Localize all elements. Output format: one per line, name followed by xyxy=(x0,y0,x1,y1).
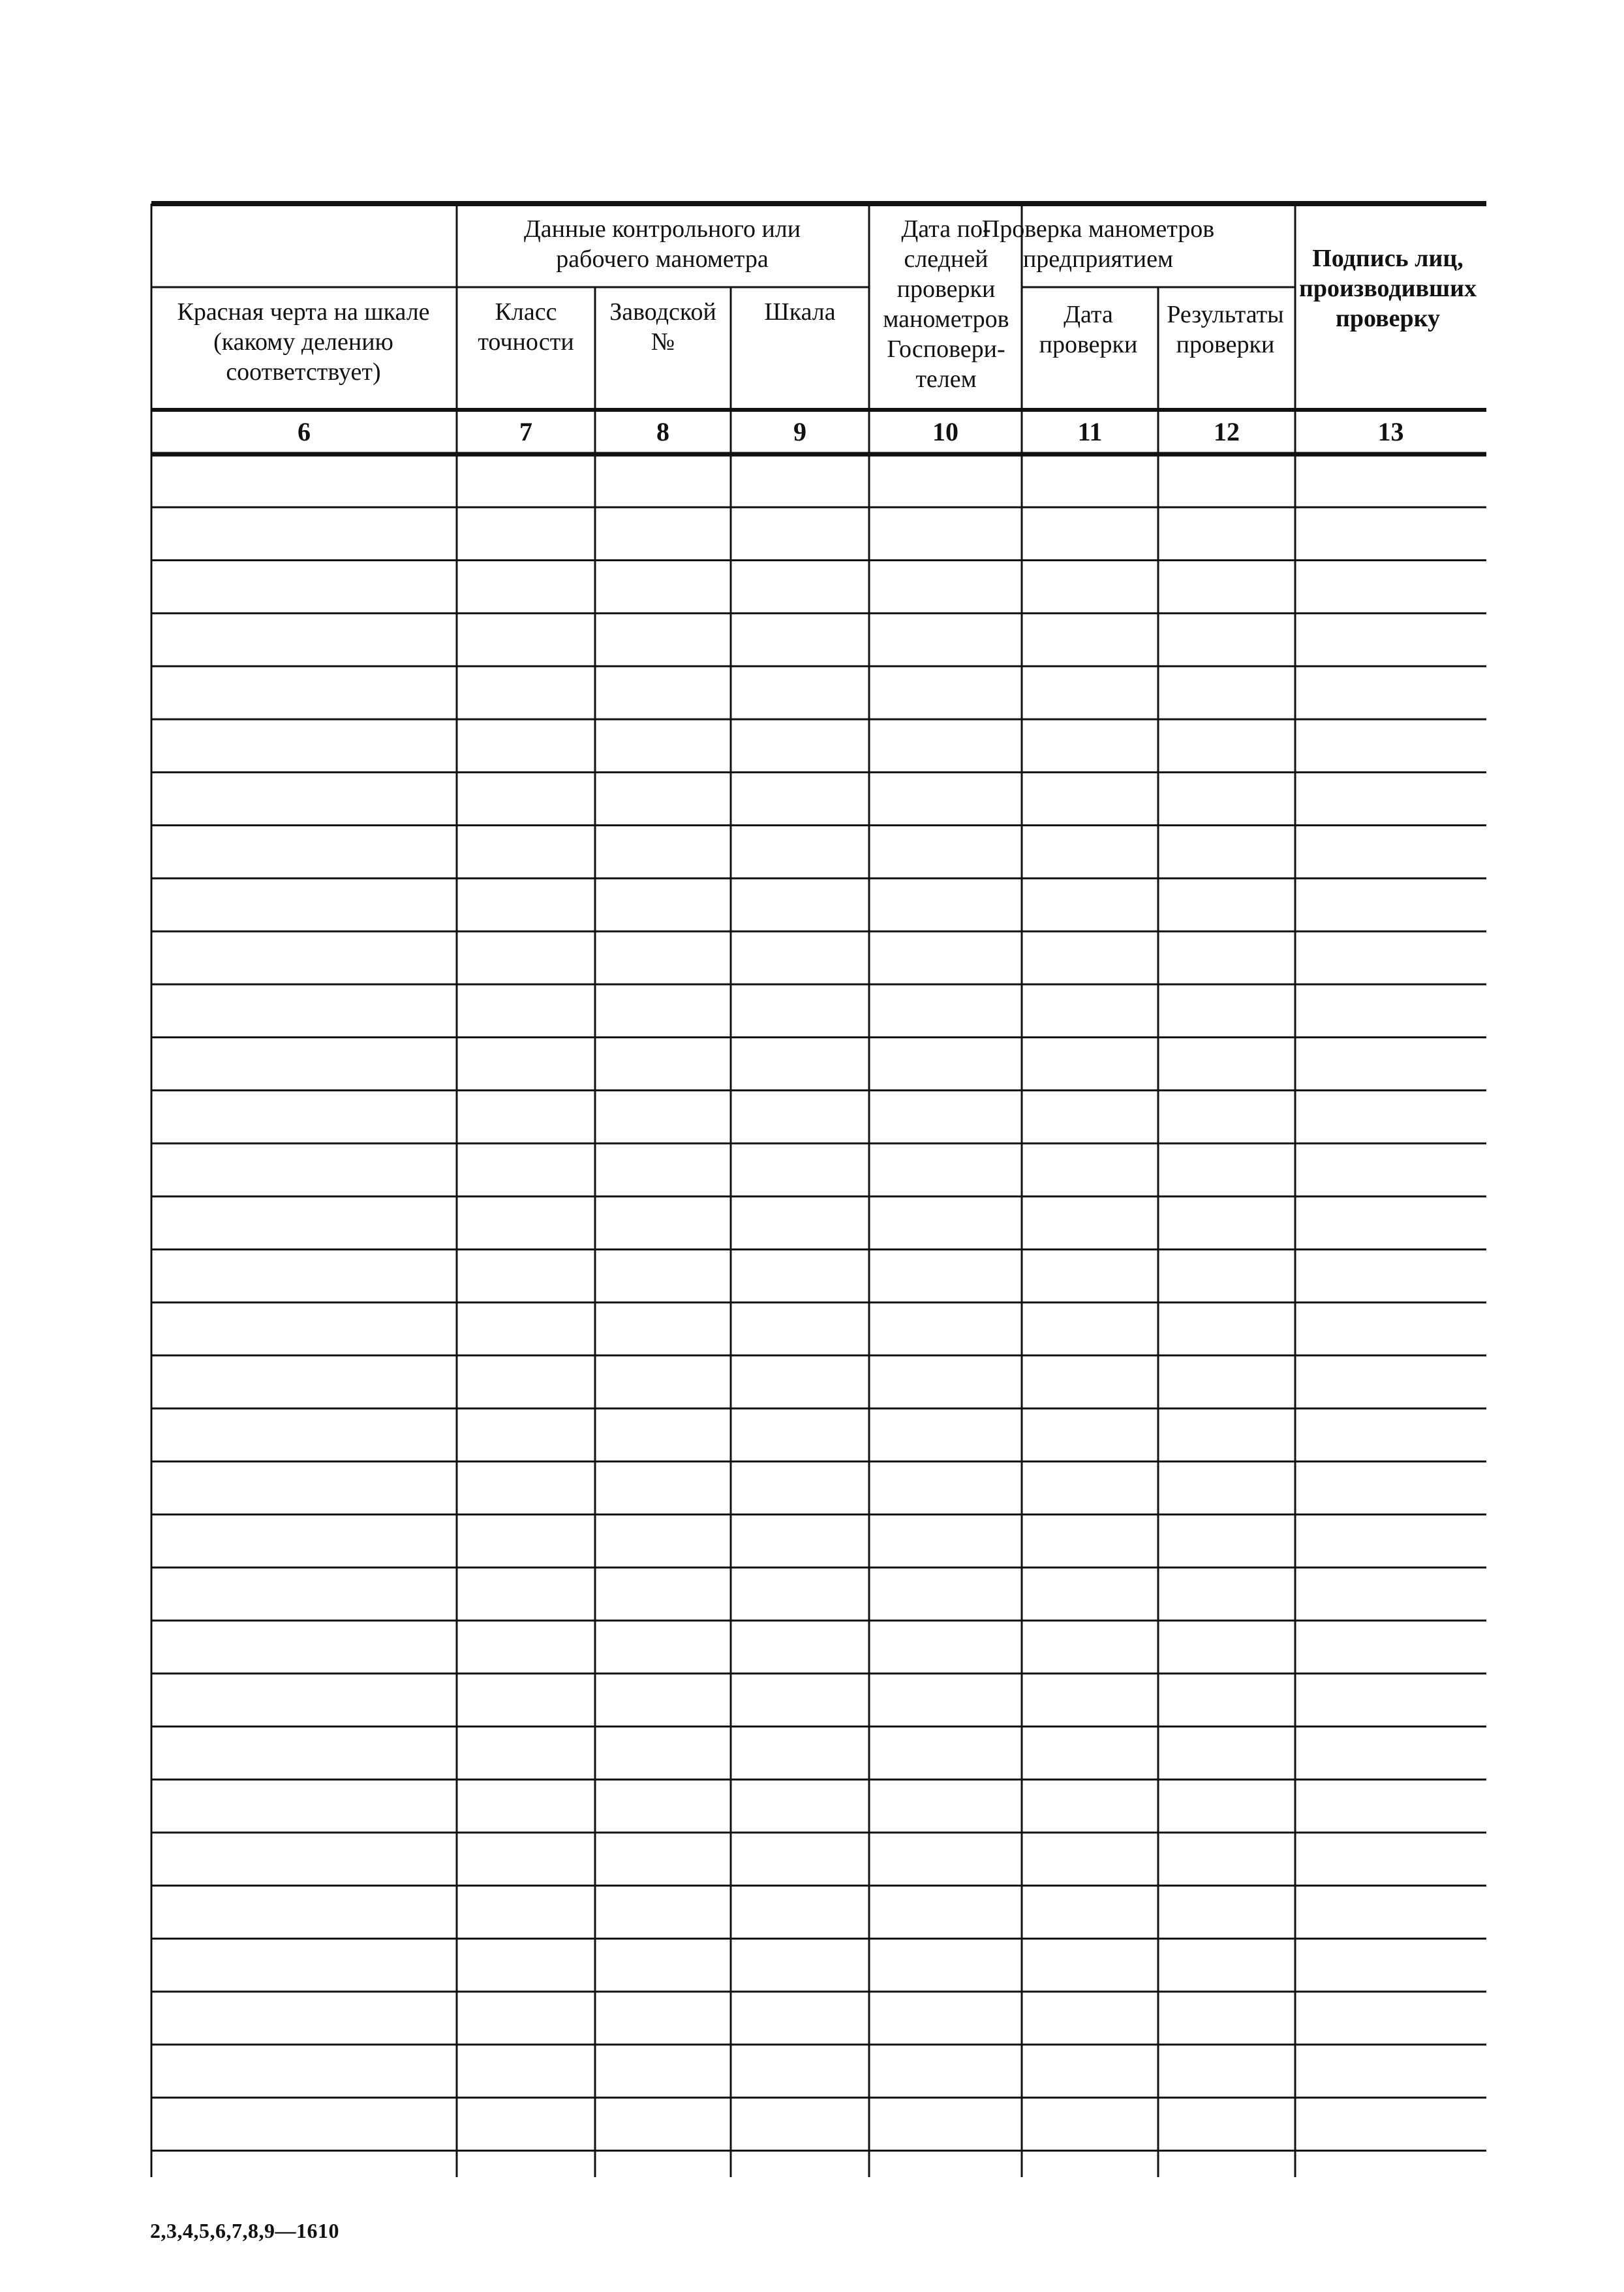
header-line: манометров xyxy=(883,305,1009,333)
column-number: 7 xyxy=(519,417,532,446)
header-line: проверки xyxy=(1176,331,1275,358)
header-line: рабочего манометра xyxy=(556,245,769,273)
header-accuracy-class xyxy=(478,298,574,356)
header-line: Красная черта на шкале xyxy=(177,298,430,326)
header-line: телем xyxy=(915,365,977,393)
group-header-control-gauge xyxy=(524,215,801,273)
header-line: Шкала xyxy=(764,298,836,326)
column-number: 11 xyxy=(1077,417,1103,446)
header-line: Результаты xyxy=(1167,301,1284,328)
column-number: 6 xyxy=(298,417,311,446)
header-line: проверку xyxy=(1336,305,1440,332)
header-line: проверки xyxy=(896,275,996,303)
column-number: 13 xyxy=(1377,417,1404,446)
group-header-enterprise-check xyxy=(982,215,1214,273)
header-line: Проверка манометров xyxy=(981,215,1215,243)
column-number: 8 xyxy=(656,417,669,446)
header-line: (какому делению xyxy=(213,328,393,356)
header-line: производивших xyxy=(1299,275,1477,302)
header-line: Дата по- xyxy=(901,215,991,243)
header-line: Дата xyxy=(1064,301,1113,328)
header-line: Госповери- xyxy=(887,335,1005,363)
header-line: Класс xyxy=(495,298,557,326)
header-check-date xyxy=(1039,301,1138,358)
header-scale xyxy=(764,298,835,326)
header-line: Заводской xyxy=(609,298,716,326)
blank-entry-rows xyxy=(151,507,1486,2150)
column-number: 9 xyxy=(793,417,806,446)
header-signature xyxy=(1299,245,1477,332)
column-number: 12 xyxy=(1214,417,1240,446)
header-line: точности xyxy=(478,328,574,356)
header-line: следней xyxy=(904,245,988,273)
header-line: проверки xyxy=(1039,331,1138,358)
footer-print-code: 2,3,4,5,6,7,8,9—1610 xyxy=(150,2219,339,2242)
header-line: соответствует) xyxy=(226,358,381,386)
column-number-row xyxy=(298,417,1404,446)
column-number: 10 xyxy=(932,417,958,446)
header-line: Подпись лиц, xyxy=(1312,245,1463,272)
header-serial-number xyxy=(609,298,716,356)
header-line: № xyxy=(651,328,675,356)
header-line: предприятием xyxy=(1022,245,1174,273)
header-line: Данные контрольного или xyxy=(523,215,801,243)
header-last-state-check xyxy=(883,215,1009,393)
header-check-result xyxy=(1167,301,1283,358)
header-red-line xyxy=(177,298,429,386)
